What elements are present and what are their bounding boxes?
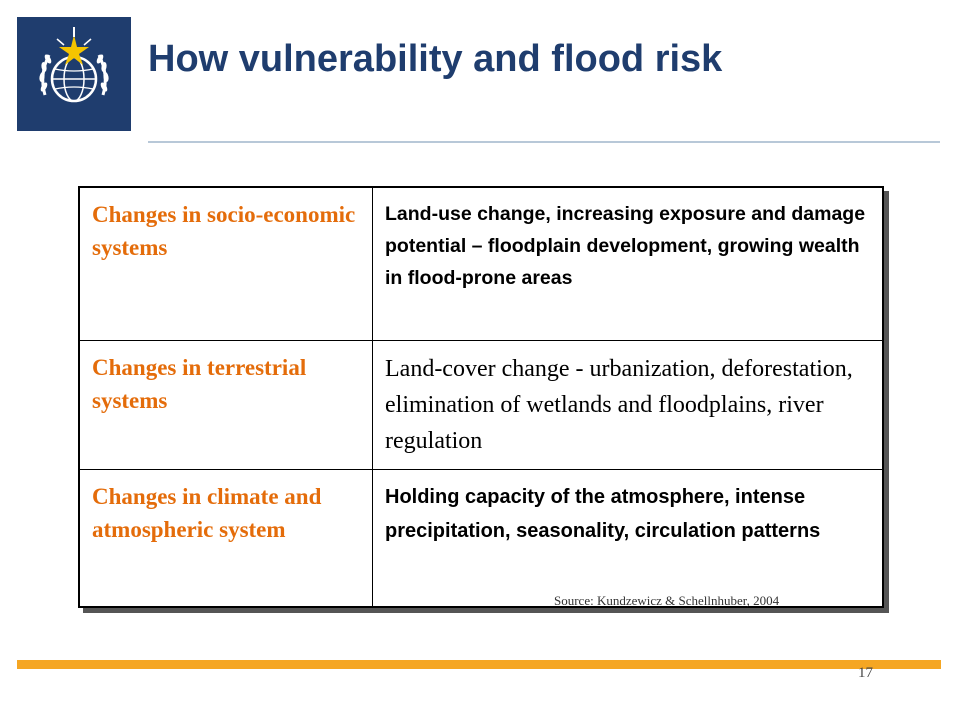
category-cell: Changes in terrestrial systems xyxy=(79,341,373,470)
source-citation: Source: Kundzewicz & Schellnhuber, 2004 xyxy=(554,593,780,608)
category-cell: Changes in socio-economic systems xyxy=(79,187,373,341)
description-cell: Holding capacity of the atmosphere, intense precipitation, seasonality, circulation patterns xyxy=(373,470,884,608)
table-row xyxy=(79,187,883,341)
table-row xyxy=(79,470,883,608)
slide-title: How vulnerability and flood risk xyxy=(148,38,723,80)
table-row xyxy=(79,341,883,470)
wmo-emblem-icon xyxy=(17,17,131,131)
footer-bar xyxy=(17,660,941,669)
page-number: 17 xyxy=(858,665,873,681)
flood-risk-table xyxy=(78,186,884,608)
description-cell: Land-cover change - urbanization, deforestation, elimination of wetlands and floodplains, river regulation xyxy=(373,341,884,470)
description-cell: Land-use change, increasing exposure and damage potential – floodplain development, growing wealth in flood-prone areas xyxy=(373,187,884,341)
category-cell: Changes in climate and atmospheric system xyxy=(79,470,373,608)
title-divider xyxy=(148,141,940,143)
wmo-logo xyxy=(17,17,131,131)
